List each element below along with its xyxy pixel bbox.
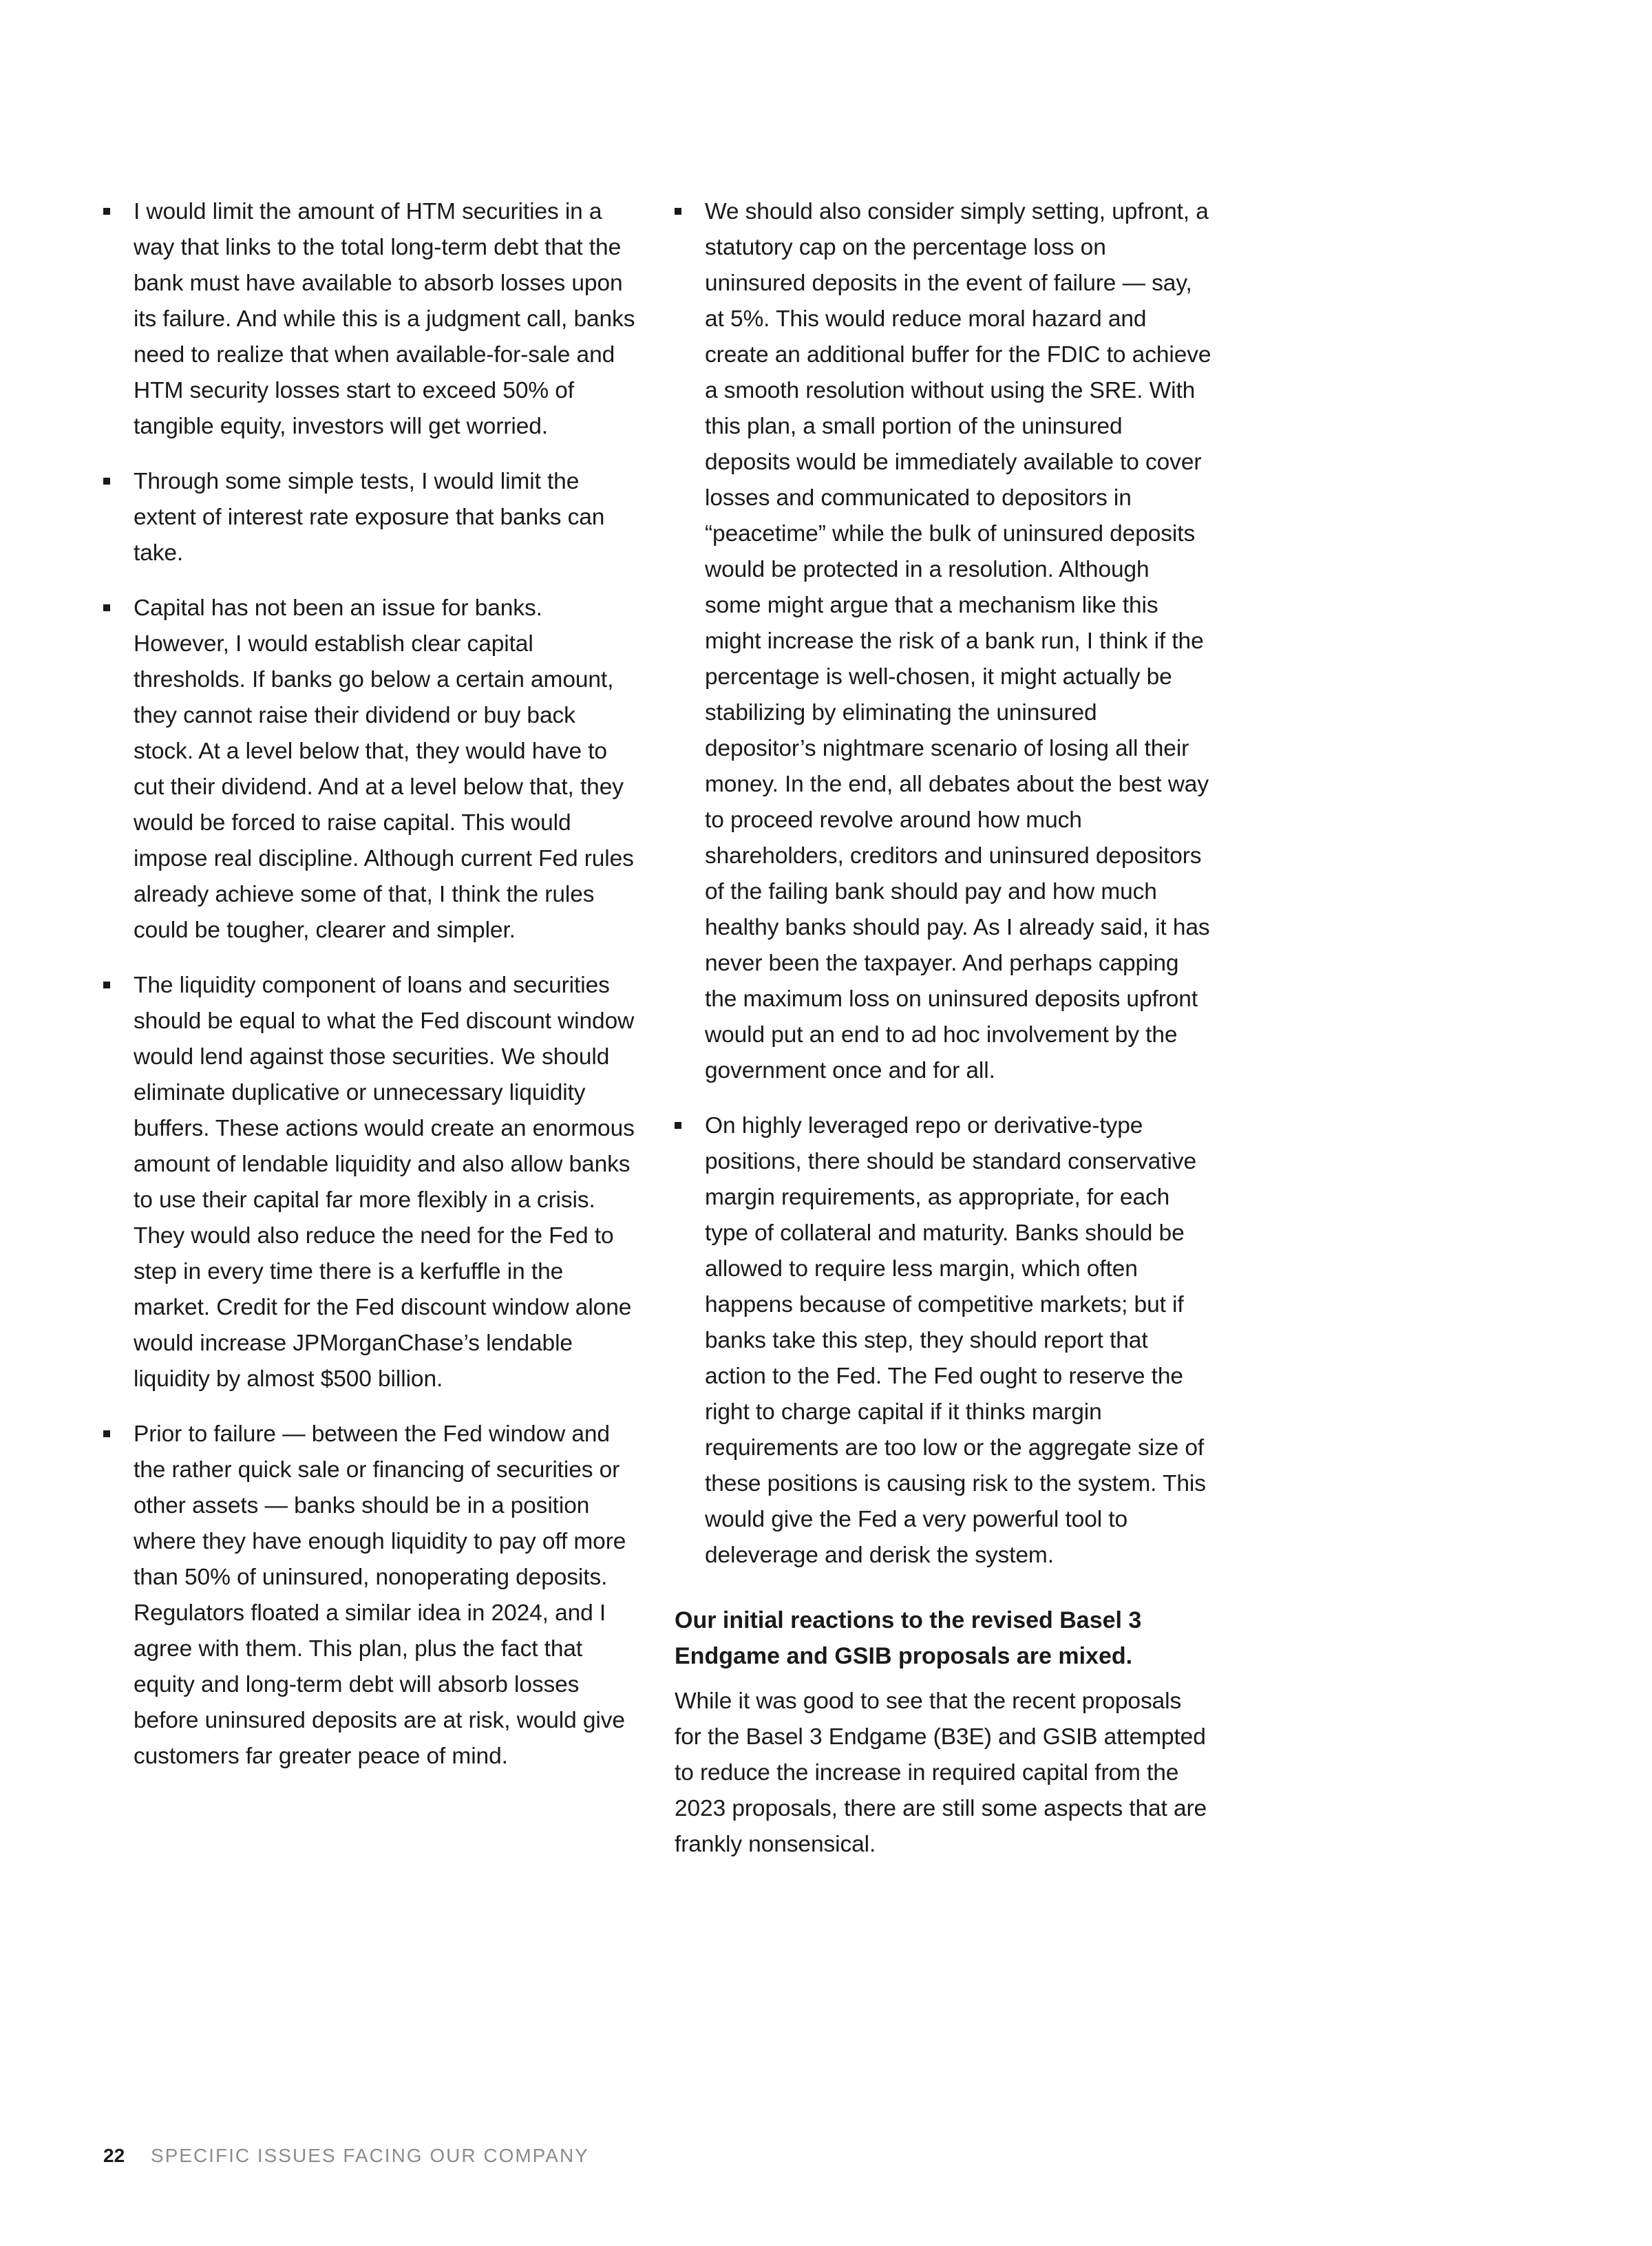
square-bullet-icon xyxy=(103,478,110,485)
bullet-text: Capital has not been an issue for banks. However, I would establish clear capital thresholds. If banks go below a certain amount, they cannot raise their dividend or buy back stock. At a level below that, they would have to cut their dividend. And at a level below that, they would be forced to raise capital. This would impose real discipline. Although current Fed rules already achieve some of that, I think the rules could be tougher, clearer and simpler. xyxy=(134,595,634,943)
right-column xyxy=(675,194,1211,1863)
bullet-text: Prior to failure — between the Fed window and the rather quick sale or financing of securities or other assets — banks should be in a position where they have enough liquidity to pay off more than 50% of uninsured, nonoperating deposits. Regulators floated a similar idea in 2024, and I agree with them. This plan, plus the fact that equity and long-term debt will absorb losses before uninsured deposits are at risk, would give customers far greater peace of mind. xyxy=(134,1421,626,1769)
page-number: 22 xyxy=(103,2145,125,2166)
square-bullet-icon xyxy=(675,1122,681,1129)
square-bullet-icon xyxy=(103,1430,110,1437)
bullet-margin-requirements xyxy=(675,1108,1211,1574)
body-paragraph: While it was good to see that the recent proposals for the Basel 3 Endgame (B3E) and GSIB attempted to reduce the increase in required capital from the 2023 proposals, there are still some aspects that are frankly nonsensical. xyxy=(675,1688,1207,1857)
bullet-text: On highly leveraged repo or derivative-type positions, there should be standard conservative margin requirements, as appropriate, for each type of collateral and maturity. Banks should be allowed to require less margin, which often happens because of competitive markets; but if banks take this step, they should report that action to the Fed. The Fed ought to reserve the right to charge capital if it thinks margin requirements are too low or the aggregate size of these positions is causing risk to the system. This would give the Fed a very powerful tool to deleverage and derisk the system. xyxy=(705,1113,1206,1568)
square-bullet-icon xyxy=(103,208,110,215)
left-column xyxy=(103,194,640,1794)
footer-section-title: SPECIFIC ISSUES FACING OUR COMPANY xyxy=(150,2145,589,2166)
bullet-statutory-cap xyxy=(675,194,1211,1089)
bullet-prior-to-failure xyxy=(103,1417,640,1774)
bullet-text: We should also consider simply setting, upfront, a statutory cap on the percentage loss on uninsured deposits in the event of failure — say, at 5%. This would reduce moral hazard and create an additional buffer for the FDIC to achieve a smooth resolution without using the SRE. With this plan, a small portion of the uninsured deposits would be immediately available to cover losses and communicated to depositors in “peacetime” while the bulk of uninsured deposits would be protected in a resolution. Although some might argue that a mechanism like this might increase the risk of a bank run, I think if the percentage is well-chosen, it might actually be stabilizing by eliminating the uninsured depositor’s nightmare scenario of losing all their money. In the end, all debates about the best way to proceed revolve around how much shareholders, creditors and uninsured depositors of the failing bank should pay and how much healthy banks should pay. As I already said, it has never been the taxpayer. And perhaps capping the maximum loss on uninsured deposits upfront would put an end to ad hoc involvement by the government once and for all. xyxy=(705,199,1211,1083)
square-bullet-icon xyxy=(103,604,110,611)
bullet-interest-rate-exposure xyxy=(103,464,640,571)
page-footer xyxy=(103,2142,589,2170)
bullet-text: I would limit the amount of HTM securities in a way that links to the total long-term debt that the bank must have available to absorb losses upon its failure. And while this is a judgment call, banks need to realize that when available-for-sale and HTM security losses start to exceed 50% of tangible equity, investors will get worried. xyxy=(134,199,635,439)
bullet-htm-securities-limit xyxy=(103,194,640,445)
bullet-text: The liquidity component of loans and securities should be equal to what the Fed discount window would lend against those securities. We should eliminate duplicative or unnecessary liquidity buffers. These actions would create an enormous amount of lendable liquidity and also allow banks to use their capital far more flexibly in a crisis. They would also reduce the need for the Fed to step in every time there is a kerfuffle in the market. Credit for the Fed discount window alone would increase JPMorganChase’s lendable liquidity by almost $500 billion. xyxy=(134,973,635,1392)
bullet-liquidity-component xyxy=(103,968,640,1397)
bullet-text: Through some simple tests, I would limit the extent of interest rate exposure that banks can take. xyxy=(134,469,605,566)
section-heading: Our initial reactions to the revised Basel 3 Endgame and GSIB proposals are mixed. xyxy=(675,1607,1142,1669)
left-bullet-list xyxy=(103,194,640,1774)
bullet-capital-thresholds xyxy=(103,591,640,949)
square-bullet-icon xyxy=(103,982,110,988)
square-bullet-icon xyxy=(675,208,681,215)
right-bullet-list xyxy=(675,194,1211,1574)
